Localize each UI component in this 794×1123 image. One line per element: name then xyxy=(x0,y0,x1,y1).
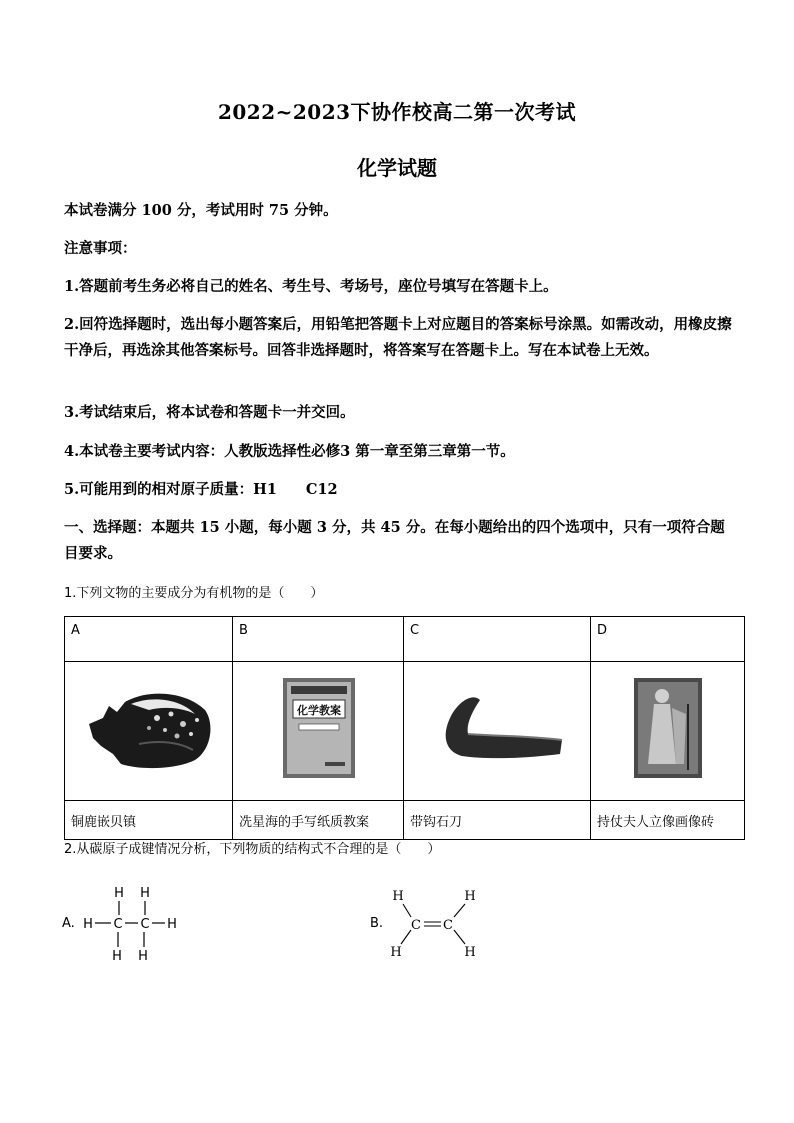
atom-h: H xyxy=(83,917,93,932)
option-letter-d: D xyxy=(591,617,745,662)
atom-h: H xyxy=(140,886,150,901)
note-1: 1.答题前考生务必将自己的姓名、考生号、考场号，座位号填写在答题卡上。 xyxy=(64,278,558,295)
atom-h: H xyxy=(464,889,476,904)
option-b-label: B. xyxy=(370,916,384,931)
atom-h: H xyxy=(167,917,177,932)
lady-portrait-brick-image xyxy=(628,674,708,784)
bond xyxy=(454,930,465,944)
exam-title: 2022~2023下协作校高二第一次考试 xyxy=(217,100,577,124)
option-caption-b: 冼星海的手写纸质教案 xyxy=(233,801,404,840)
atom-c: C xyxy=(140,917,150,932)
section-1-heading: 一、选择题：本题共 15 小题，每小题 3 分，共 45 分。在每小题给出的四个选项中，只有一项符合题目要求。 xyxy=(64,519,725,562)
exam-subject: 化学试题 xyxy=(357,156,437,180)
option-caption-c: 带钩石刀 xyxy=(404,801,591,840)
atom-h: H xyxy=(114,886,124,901)
structure-a xyxy=(62,880,212,970)
bond xyxy=(401,930,411,944)
atom-h: H xyxy=(390,945,402,960)
option-image-a xyxy=(65,662,233,801)
question-2-stem: 2.从碳原子成键情况分析，下列物质的结构式不合理的是（ ） xyxy=(64,842,441,857)
bond xyxy=(454,904,465,917)
atom-h: H xyxy=(112,949,122,964)
option-a-label: A. xyxy=(62,916,75,931)
option-letter-a: A xyxy=(65,617,233,662)
note-3: 3.考试结束后，将本试卷和答题卡一并交回。 xyxy=(64,404,355,421)
handwritten-paper-lesson-plan-image xyxy=(273,674,363,784)
question-1-options-table xyxy=(64,616,745,840)
atom-h: H xyxy=(138,949,148,964)
option-caption-d: 持仗夫人立像画像砖 xyxy=(591,801,745,840)
bond xyxy=(403,904,411,917)
option-letter-c: C xyxy=(404,617,591,662)
option-caption-a: 铜鹿嵌贝镇 xyxy=(65,801,233,840)
option-image-d xyxy=(591,662,745,801)
atom-c: C xyxy=(113,917,123,932)
ethylene-structural-formula xyxy=(370,882,500,972)
option-image-c xyxy=(404,662,591,801)
book-cover-title: 化学教案 xyxy=(297,704,341,717)
bronze-deer-paperweight-image xyxy=(79,684,219,774)
atom-c: C xyxy=(443,918,453,933)
option-image-b xyxy=(233,662,404,801)
question-1-stem: 1.下列文物的主要成分为有机物的是（ ） xyxy=(64,586,324,601)
atom-c: C xyxy=(411,918,421,933)
hooked-stone-knife-image xyxy=(422,684,572,774)
option-letter-b: B xyxy=(233,617,404,662)
note-2: 2.回符选择题时，选出每小题答案后，用铅笔把答题卡上对应题目的答案标号涂黑。如需改动，用橡皮擦干净后，再选涂其他答案标号。回答非选择题时，将答案写在答题卡上。写在本试卷上无效。 xyxy=(64,316,732,359)
structure-b xyxy=(370,882,500,972)
atom-h: H xyxy=(464,945,476,960)
note-4: 4.本试卷主要考试内容：人教版选择性必修3 第一章至第三章第一节。 xyxy=(64,443,515,460)
note-5: 5.可能用到的相对原子质量：H1 C12 xyxy=(64,481,338,498)
atom-h: H xyxy=(392,889,404,904)
score-note: 本试卷满分 100 分，考试用时 75 分钟。 xyxy=(64,202,338,219)
ethane-structural-formula xyxy=(62,880,212,970)
notice-heading: 注意事项： xyxy=(64,240,137,257)
